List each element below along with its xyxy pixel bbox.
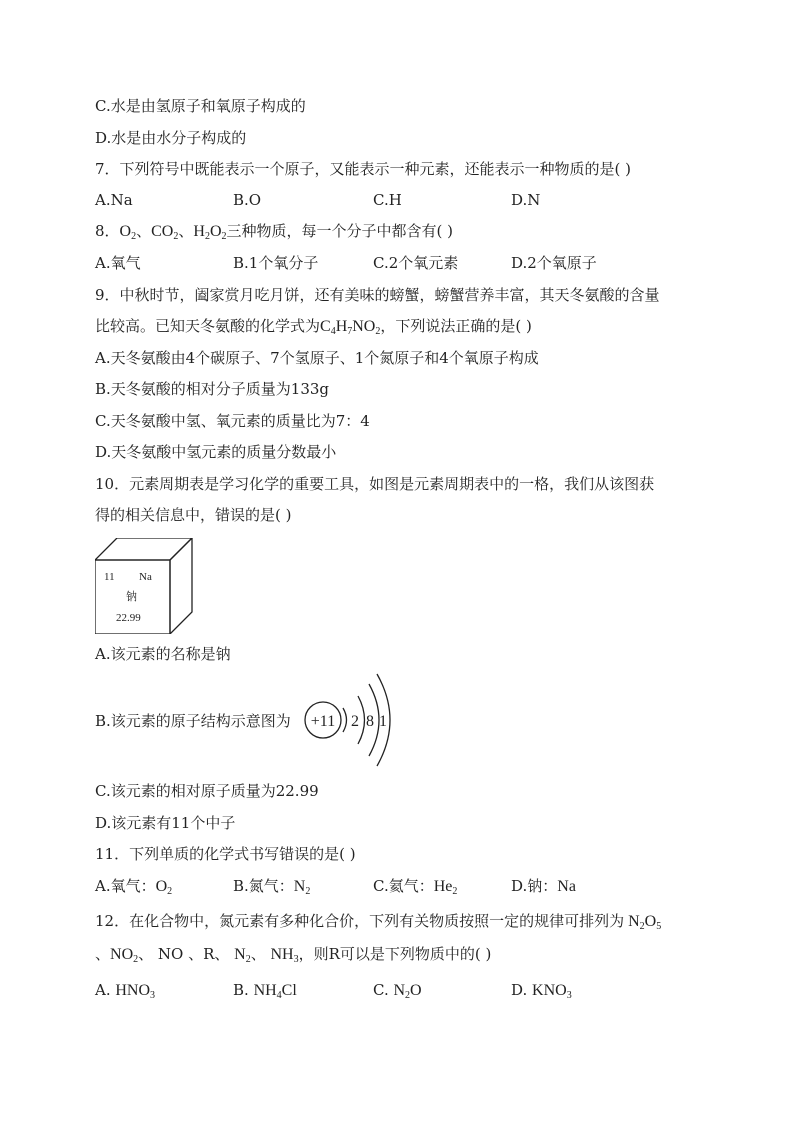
atomic-number: 11 [104,571,115,583]
q11-stem: 11．下列单质的化学式书写错误的是( ) [95,845,356,863]
q9-stem-line2: 比较高。已知天冬氨酸的化学式为$C_4H_7NO_2$，下列说法正确的是( ) [95,317,532,337]
q7-option-c: C.H [373,191,402,209]
q11-option-a: A.氧气：$O_2$ [95,877,173,897]
q12-option-d: D. $KNO_3$ [511,981,572,1001]
q9-stem-line1: 9．中秋时节，阖家赏月吃月饼，还有美味的螃蟹，螃蟹营养丰富，其天冬氨酸的含量 [95,286,660,304]
q10-stem-line1: 10．元素周期表是学习化学的重要工具，如图是元素周期表中的一格，我们从该图获 [95,475,655,493]
q12-option-a: A. $HNO_3$ [95,981,156,1001]
q8-option-a: A.氧气 [95,254,141,272]
atomic-mass: 22.99 [116,612,141,624]
q7-option-a: A.Na [95,191,133,209]
q6-option-c: C.水是由氢原子和氧原子构成的 [95,97,306,115]
q10-option-c: C.该元素的相对原子质量为22.99 [95,782,319,800]
q8-option-c: C.2个氧元素 [373,254,459,272]
q11-option-d: D.钠：Na [511,877,576,895]
q8-stem: 8．$O_2$、$CO_2$、$H_2O_2$三种物质，每一个分子中都含有( ) [95,222,453,242]
element-name: 钠 [126,591,137,603]
q12-stem-line1: 12．在化合物中，氮元素有多种化合价，下列有关物质按照一定的规律可排列为 $N_2O_5$ [95,912,662,932]
atom-structure-diagram [303,672,395,772]
q12-option-b: B. $NH_4Cl$ [233,981,297,1001]
periodic-table-cell [95,538,195,638]
shell-3-electrons: 1 [379,713,387,730]
q9-option-b: B.天冬氨酸的相对分子质量为133g [95,380,330,398]
q9-option-c: C.天冬氨酸中氢、氧元素的质量比为7：4 [95,412,370,430]
q10-option-d: D.该元素有11个中子 [95,814,236,832]
q8-option-d: D.2个氧原子 [511,254,597,272]
q7-option-d: D.N [511,191,541,209]
q10-option-b: B.该元素的原子结构示意图为 [95,712,291,730]
q7-stem: 7．下列符号中既能表示一个原子，又能表示一种元素，还能表示一种物质的是( ) [95,160,632,178]
q9-option-a: A.天冬氨酸由4个碳原子、7个氢原子、1个氮原子和4个氧原子构成 [95,349,539,367]
q8-option-b: B.1个氧分子 [233,254,319,272]
shell-2-electrons: 8 [366,713,374,730]
q10-stem-line2: 得的相关信息中，错误的是( ) [95,506,292,524]
q9-option-d: D.天冬氨酸中氢元素的质量分数最小 [95,443,337,461]
q12-option-c: C. $N_2O$ [373,981,422,1001]
element-symbol: Na [139,571,152,583]
q11-option-c: C.氦气：$He_2$ [373,877,458,897]
nucleus-charge: +11 [310,713,336,730]
q10-option-a: A.该元素的名称是钠 [95,645,231,663]
q11-option-b: B.氮气：$N_2$ [233,877,311,897]
q6-option-d: D.水是由水分子构成的 [95,129,247,147]
q12-stem-line2: 、$NO_2$、 NO 、R、 $N_2$、 $NH_3$，则R可以是下列物质中的( ) [95,945,492,965]
shell-1-electrons: 2 [351,713,359,730]
q7-option-b: B.O [233,191,262,209]
